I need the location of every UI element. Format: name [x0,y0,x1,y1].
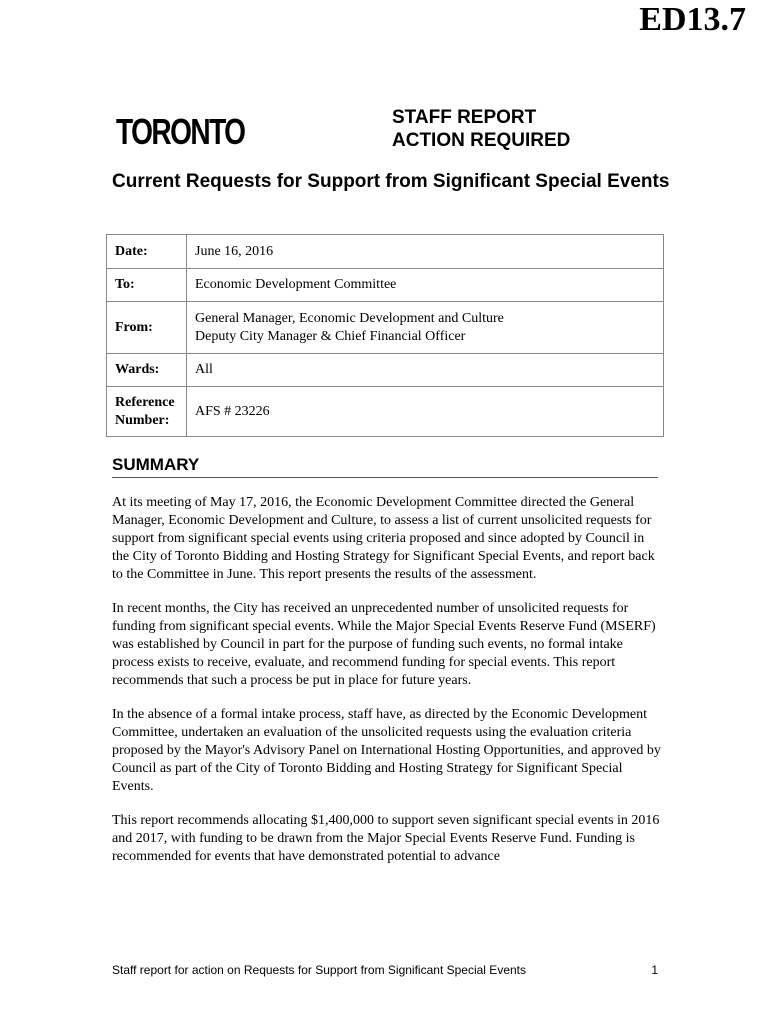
meta-from-value-1: General Manager, Economic Development and Culture [195,310,504,326]
meta-reference-label-2: Number: [115,412,170,428]
report-type-line-2: ACTION REQUIRED [392,130,571,151]
meta-row-date [107,235,664,269]
summary-heading: SUMMARY [112,455,658,478]
meta-to-label: To: [107,269,187,302]
meta-row-to [107,269,664,302]
footer-text: Staff report for action on Requests for Support from Significant Special Events [112,963,526,977]
summary-body [112,494,664,882]
meta-wards-value: All [187,354,664,387]
meta-to-value: Economic Development Committee [187,269,664,302]
meta-date-value: June 16, 2016 [187,235,664,269]
meta-date-label: Date: [107,235,187,269]
meta-row-wards [107,354,664,387]
report-meta-table [106,234,664,437]
report-title: Current Requests for Support from Significant Special Events [112,171,670,192]
meta-from-label: From: [107,302,187,354]
report-type [392,106,570,152]
meta-row-from [107,302,664,354]
meta-row-reference [107,387,664,437]
toronto-logo [112,98,272,154]
summary-paragraph: This report recommends allocating $1,400,000 to support seven significant special events in 2016 and 2017, with funding to be drawn from the Major Special Events Reserve Fund. Funding is recommended for events that have demonstrated potential to advance [112,813,660,864]
page-number: 1 [651,963,658,977]
meta-reference-value: AFS # 23226 [187,387,664,437]
meta-wards-label: Wards: [107,354,187,387]
toronto-wordmark: TORONTO [116,111,245,152]
document-id: ED13.7 [639,1,746,38]
meta-from-value-2: Deputy City Manager & Chief Financial Officer [195,328,466,344]
meta-from-value [187,302,664,354]
summary-paragraph: In the absence of a formal intake process, staff have, as directed by the Economic Development Committee, undertaken an evaluation of the unsolicited requests using the evaluation criteria proposed by the Mayor's Advisory Panel on International Hosting Opportunities, and approved by Council as part of the City of Toronto Bidding and Hosting Strategy for Significant Special Events. [112,707,661,794]
page-footer [112,962,658,978]
report-type-line-1: STAFF REPORT [392,107,537,128]
meta-reference-label [107,387,187,437]
meta-reference-label-1: Reference [115,394,175,410]
summary-paragraph: In recent months, the City has received an unprecedented number of unsolicited requests for funding from significant special events. While the Major Special Events Reserve Fund (MSERF) was established by Council in part for the purpose of funding such events, no formal intake process exists to receive, evaluate, and recommend funding for special events. This report recommends that such a process be put in place for future years. [112,601,656,688]
summary-paragraph: At its meeting of May 17, 2016, the Economic Development Committee directed the General Manager, Economic Development and Culture, to assess a list of current unsolicited requests for support from significant special events using criteria proposed and since adopted by Council in the City of Toronto Bidding and Hosting Strategy for Significant Special Events, and report back to the Committee in June. This report presents the results of the assessment. [112,495,655,582]
